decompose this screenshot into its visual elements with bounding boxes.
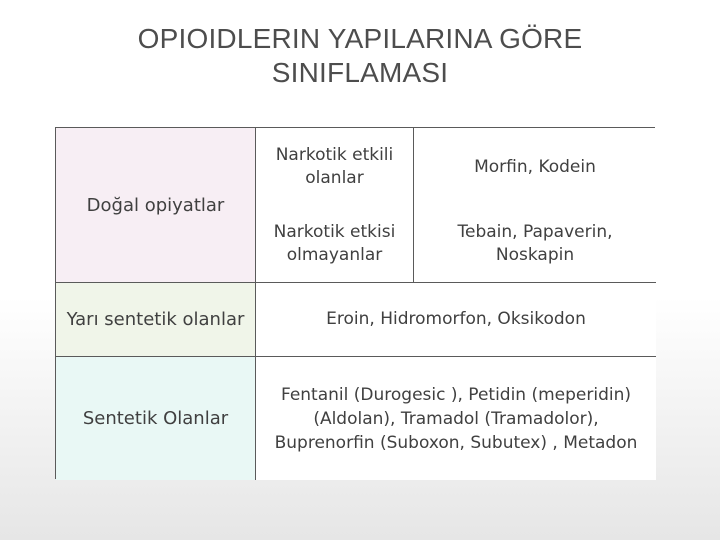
- narcotic-effect-cell: [256, 128, 414, 206]
- non-narcotic-examples-cell: [414, 206, 656, 283]
- semi-synthetic-examples-cell: [256, 283, 656, 357]
- non-narcotic-label: Narkotik etkisi olmayanlar: [273, 222, 396, 265]
- slide-title-line-1: OPIOIDLERIN YAPILARINA GÖRE: [137, 23, 583, 54]
- semi-synthetic-label: Yarı sentetik olanlar: [66, 308, 245, 330]
- non-narcotic-examples: Tebain, Papaverin, Noskapin: [457, 222, 613, 265]
- semi-synthetic-examples: Eroin, Hidromorfon, Oksikodon: [326, 309, 586, 329]
- natural-opiates-cell: [56, 128, 256, 283]
- non-narcotic-cell: [256, 206, 414, 283]
- synthetic-examples-cell: [256, 357, 656, 480]
- synthetic-examples: Fentanil (Durogesic ), Petidin (meperidin) (Aldolan), Tramadol (Tramadolor), Buprenorfin (Suboxon, Subutex) , Metadon: [274, 384, 638, 453]
- slide-title-line-2: SINIFLAMASI: [271, 57, 449, 88]
- narcotic-examples: Morfin, Kodein: [474, 156, 596, 177]
- slide-title: [60, 22, 660, 90]
- classification-table: [55, 127, 655, 479]
- narcotic-effect-label: Narkotik etkili olanlar: [275, 145, 394, 188]
- synthetic-label: Sentetik Olanlar: [82, 408, 229, 429]
- natural-opiates-label: Doğal opiyatlar: [86, 194, 225, 216]
- narcotic-examples-cell: [414, 128, 656, 206]
- semi-synthetic-cell: [56, 283, 256, 357]
- synthetic-cell: [56, 357, 256, 480]
